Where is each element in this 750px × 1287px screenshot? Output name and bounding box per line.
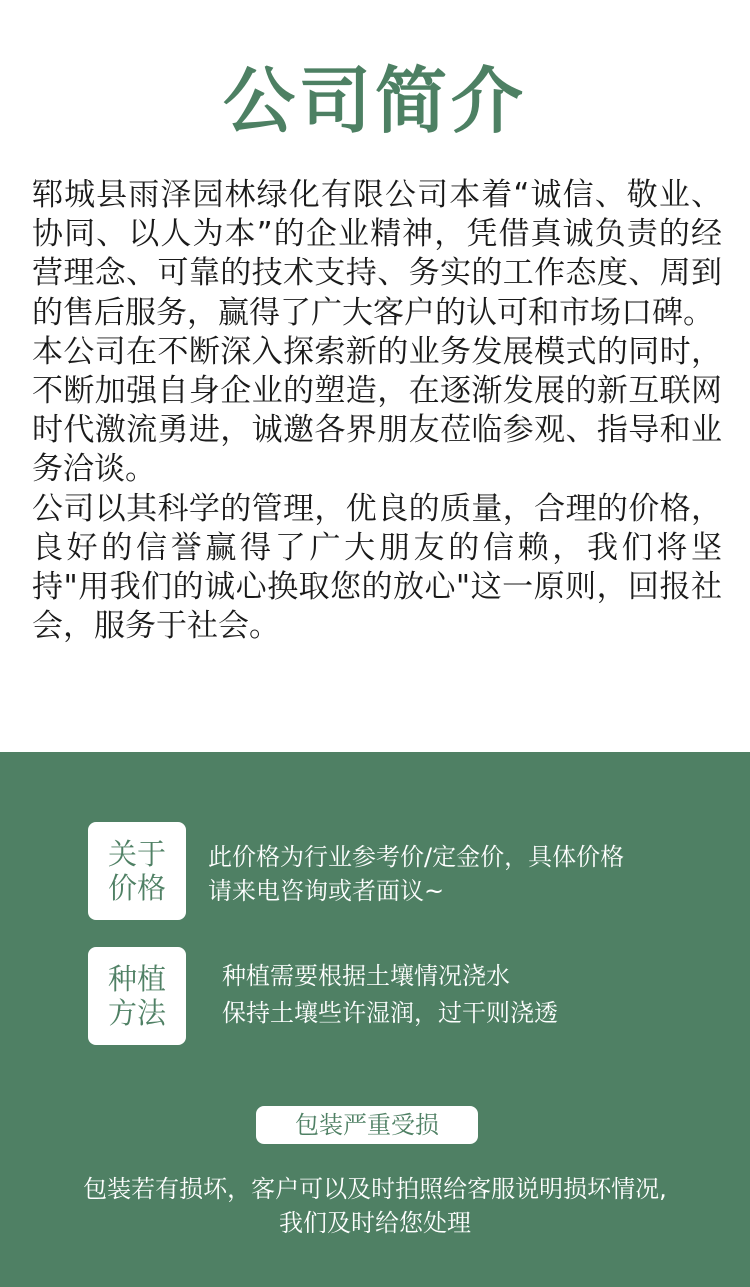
price-info-line-2: 请来电咨询或者面议~ (208, 877, 445, 905)
price-badge (88, 822, 186, 920)
intro-paragraph-3: 公司以其科学的管理，优良的质量，合理的价格，良好的信誉赢得了广大朋友的信赖，我们将坚持"用我们的诚心换取您的放心"这一原则，回报社会，服务于社会。 (32, 490, 722, 645)
packaging-note-line-1: 包装若有损坏，客户可以及时拍照给客服说明损坏情况, (83, 1175, 667, 1203)
price-info (208, 840, 624, 908)
intro-text (32, 176, 722, 646)
planting-info (222, 958, 558, 1032)
planting-badge (88, 947, 186, 1045)
notice-section (0, 752, 750, 1287)
page-title: 公司简介 (222, 59, 527, 143)
planting-badge-line-1: 种植 (107, 962, 166, 996)
packaging-note (0, 1172, 750, 1240)
price-info-line-1: 此价格为行业参考价/定金价，具体价格 (208, 843, 625, 871)
packaging-damage-label: 包装严重受损 (256, 1106, 478, 1144)
planting-info-line-2: 保持土壤些许湿润，过干则浇透 (222, 999, 558, 1027)
packaging-note-line-2: 我们及时给您处理 (279, 1209, 471, 1237)
planting-badge-line-2: 方法 (107, 996, 166, 1030)
planting-info-line-1: 种植需要根据土壤情况浇水 (222, 962, 510, 990)
intro-paragraph-2: 本公司在不断深入探索新的业务发展模式的同时，不断加强自身企业的塑造，在逐渐发展的新互联网时代激流勇进，诚邀各界朋友莅临参观、指导和业务洽谈。 (32, 333, 722, 488)
price-badge-line-1: 关于 (107, 837, 166, 871)
intro-paragraph-1: 郓城县雨泽园林绿化有限公司本着“诚信、敬业、协同、以人为本”的企业精神，凭借真诚负责的经营理念、可靠的技术支持、务实的工作态度、周到的售后服务，赢得了广大客户的认可和市场口碑。 (32, 177, 722, 331)
price-badge-line-2: 价格 (107, 871, 166, 905)
